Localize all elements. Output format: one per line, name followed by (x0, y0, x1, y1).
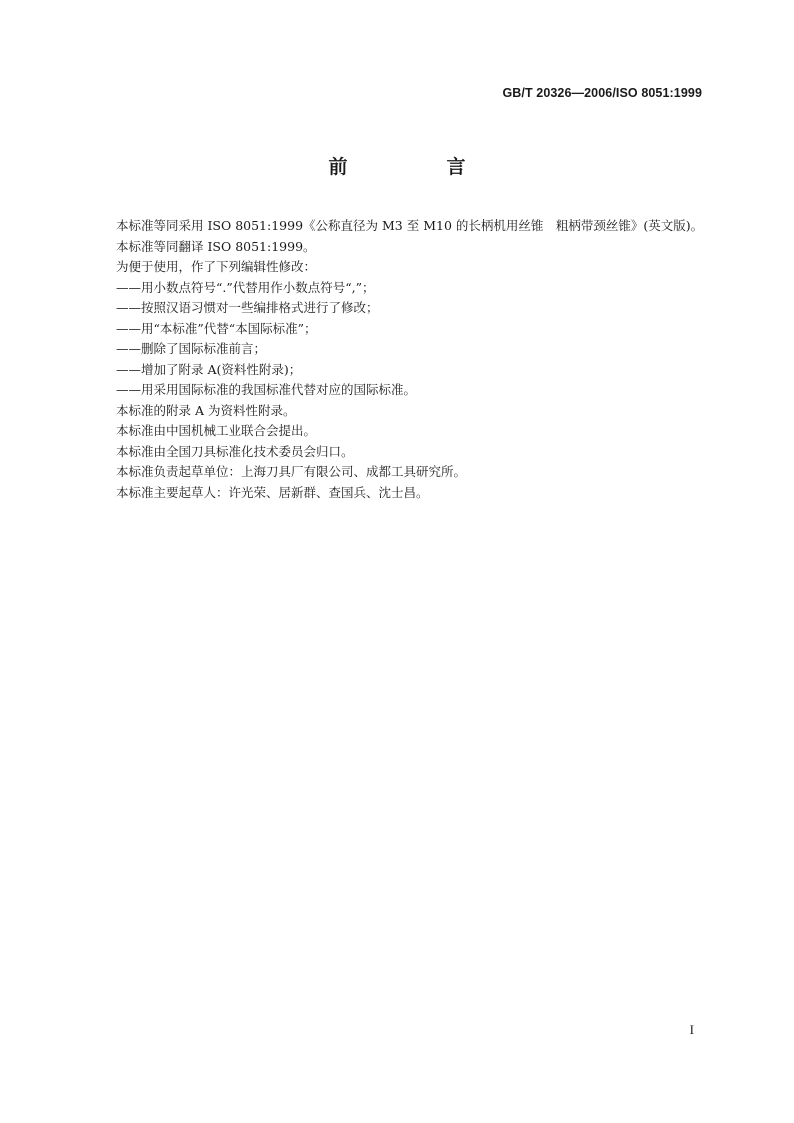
paragraph-translation: 本标准等同翻译 ISO 8051:1999。 (116, 238, 316, 254)
list-item-edit-annex: ——增加了附录 A(资料性附录)； (116, 361, 302, 377)
paragraph-edits-intro: 为便于使用，作了下列编辑性修改： (116, 259, 317, 274)
paragraph-annex-note: 本标准的附录 A 为资料性附录。 (116, 402, 296, 418)
list-item-edit-decimal: ——用小数点符号“.”代替用作小数点符号“,”； (116, 279, 375, 295)
paragraph-drafting-units: 本标准负责起草单位：上海刀具厂有限公司、成都工具研究所。 (116, 464, 467, 479)
list-item-edit-references: ——用采用国际标准的我国标准代替对应的国际标准。 (116, 382, 417, 397)
page-number: I (689, 1022, 694, 1037)
page-title: 前 言 (328, 156, 506, 178)
paragraph-proposer: 本标准由中国机械工业联合会提出。 (116, 423, 317, 438)
standard-code-header: GB/T 20326—2006/ISO 8051:1999 (502, 86, 702, 100)
list-item-edit-format: ——按照汉语习惯对一些编排格式进行了修改； (116, 300, 379, 315)
paragraph-adoption: 本标准等同采用 ISO 8051:1999《公称直径为 M3 至 M10 的长柄机用丝锥 粗柄带颈丝锥》(英文版)。 (116, 218, 704, 233)
paragraph-drafters: 本标准主要起草人：许光荣、居新群、查国兵、沈士昌。 (116, 484, 429, 500)
list-item-edit-foreword: ——删除了国际标准前言； (116, 341, 267, 356)
paragraph-committee: 本标准由全国刀具标准化技术委员会归口。 (116, 443, 354, 459)
foreword-body (91, 216, 705, 503)
list-item-edit-wording: ——用“本标准”代替“本国际标准”； (116, 320, 317, 336)
